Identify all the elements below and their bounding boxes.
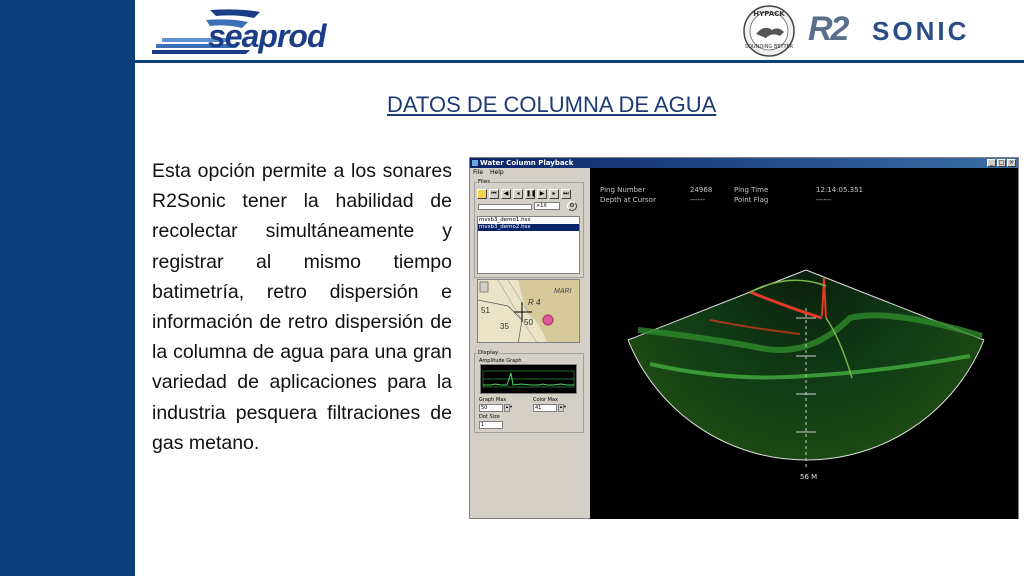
- menu-help[interactable]: Help: [490, 169, 504, 176]
- color-max-input[interactable]: 41: [533, 404, 557, 412]
- file-item-selected[interactable]: mvsb3_demo2.hsx: [478, 224, 579, 231]
- chart-depth-label: 50: [524, 318, 533, 327]
- seaprod-logo: [150, 6, 360, 58]
- window-titlebar: [470, 158, 1018, 168]
- graph-max-input[interactable]: 50: [479, 404, 503, 412]
- speed-field[interactable]: ×1X: [534, 202, 560, 210]
- r2sonic-r2-mark: R2: [808, 10, 848, 48]
- maximize-button[interactable]: □: [998, 159, 1005, 166]
- graph-max-stepper[interactable]: ▲▼: [504, 404, 510, 412]
- header-divider: [135, 60, 1024, 63]
- chart-text-label: R 4: [528, 298, 541, 307]
- page-title: DATOS DE COLUMNA DE AGUA: [387, 92, 717, 117]
- rewind-start-icon[interactable]: ⏮: [489, 189, 499, 199]
- r2sonic-logo: [806, 10, 1011, 52]
- dot-size-label: Dot Size: [479, 414, 500, 420]
- file-item[interactable]: mvsb3_demo1.hsx: [479, 217, 531, 223]
- depth-at-cursor-label: Depth at Cursor: [600, 196, 656, 204]
- playback-slider[interactable]: [478, 204, 532, 210]
- step-forward-icon[interactable]: ▸: [549, 189, 559, 199]
- amplitude-graph-label: Amplitude Graph: [479, 358, 522, 364]
- nautical-chart-map[interactable]: [477, 279, 580, 343]
- color-max-label: Color Max: [533, 397, 558, 403]
- file-list[interactable]: [477, 216, 580, 274]
- play-back-icon[interactable]: ◂: [513, 189, 523, 199]
- app-icon: [472, 160, 478, 166]
- amplitude-trace: [481, 365, 576, 393]
- range-label: 56 M: [800, 473, 818, 481]
- left-sidebar-bar: [0, 0, 135, 576]
- seaprod-wordmark: seaprod: [208, 18, 326, 54]
- sonar-fan-image: [590, 168, 1018, 519]
- ping-time-label: Ping Time: [734, 186, 769, 194]
- depth-at-cursor-value: ------: [690, 196, 706, 204]
- files-group-label: Files: [478, 179, 491, 185]
- pause-icon[interactable]: ❚❚: [526, 190, 537, 197]
- settings-gear-icon[interactable]: ⚙: [567, 201, 577, 211]
- r2sonic-wordmark: SONIC: [872, 16, 970, 46]
- graph-max-label: Graph Max: [479, 397, 507, 403]
- forward-end-icon[interactable]: ⏭: [561, 189, 571, 199]
- chart-depth-label: 35: [500, 322, 509, 331]
- play-icon[interactable]: ▶: [537, 189, 547, 199]
- hypack-label-top: HYPACK: [753, 10, 785, 18]
- ping-number-value: 24968: [690, 186, 713, 194]
- amplitude-graph: [480, 364, 577, 394]
- water-column-playback-window: [469, 157, 1019, 519]
- point-flag-label: Point Flag: [734, 196, 769, 204]
- chart-depth-label: 51: [481, 306, 490, 315]
- hypack-logo: [742, 4, 796, 58]
- window-title: Water Column Playback: [480, 159, 574, 167]
- color-max-stepper[interactable]: ▲▼: [558, 404, 564, 412]
- point-flag-value: ------: [816, 196, 832, 204]
- chart-text-label: MARI: [554, 288, 572, 295]
- step-back-icon[interactable]: ◀: [501, 189, 511, 199]
- minimize-button[interactable]: _: [987, 159, 996, 167]
- hypack-label-bottom: SOUNDING BETTER: [744, 44, 794, 50]
- ping-number-label: Ping Number: [600, 186, 646, 194]
- display-group-label: Display: [478, 350, 499, 356]
- ping-time-value: 12:14:05.351: [816, 186, 864, 194]
- body-paragraph: Esta opción permite a los sonares R2Sonic tener la habilidad de recolectar simultáneamente y registrar al mismo tiempo batimetría, retro dispersión e información de retro dispersión de la columna de agua para una gran variedad de aplicaciones para la industria pesquera filtraciones de gas metano.: [152, 160, 452, 454]
- water-column-display[interactable]: [590, 168, 1018, 519]
- menu-file[interactable]: File: [473, 169, 484, 176]
- window-controls: [987, 159, 1016, 167]
- dot-size-input[interactable]: 1: [479, 421, 503, 429]
- open-folder-icon[interactable]: [477, 189, 487, 199]
- close-button[interactable]: ×: [1008, 159, 1015, 166]
